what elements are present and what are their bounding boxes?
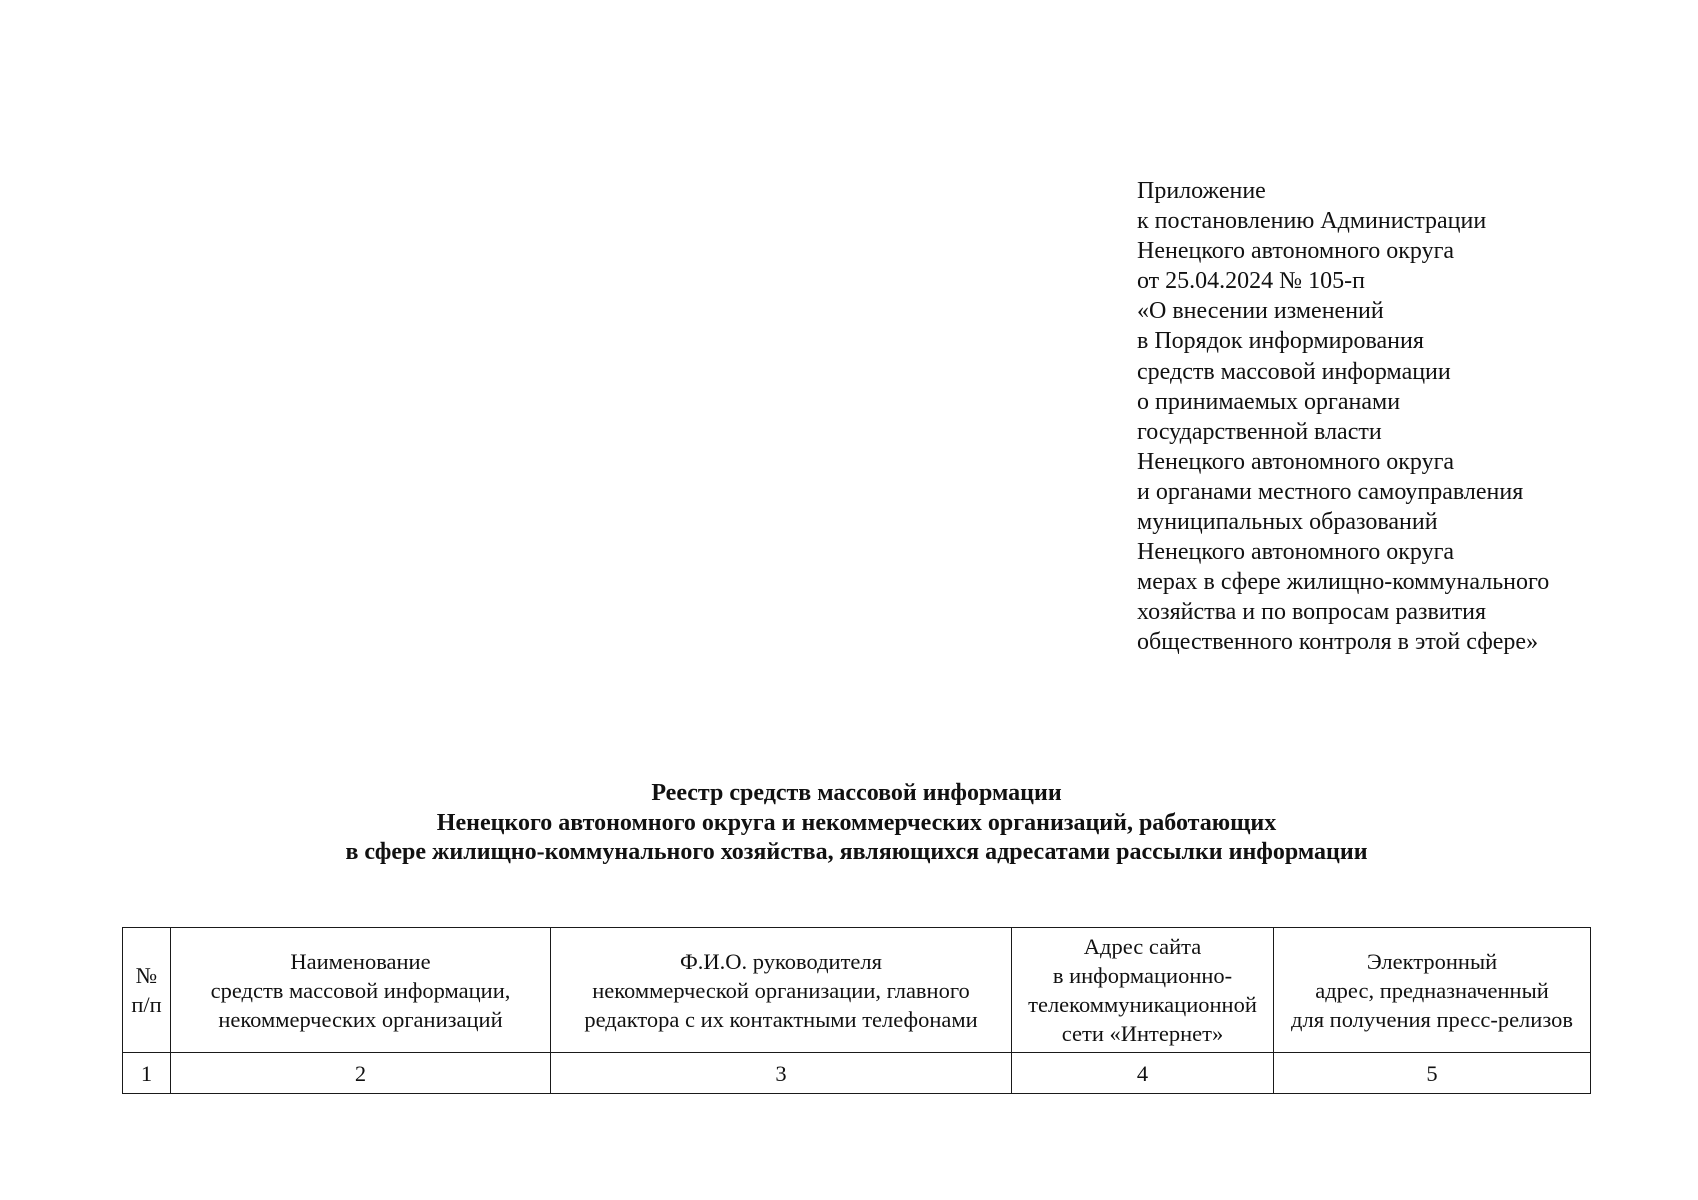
header-line: некоммерческих организаций (218, 1006, 503, 1032)
header-line: редактора с их контактными телефонами (584, 1006, 978, 1032)
annex-line: Ненецкого автономного округа (1137, 539, 1455, 566)
column-number-cell: 4 (1012, 1053, 1274, 1094)
annex-line: общественного контроля в этой сфере» (1137, 629, 1539, 656)
annex-line: и органами местного самоуправления (1137, 478, 1524, 505)
header-cell-email (1274, 928, 1591, 1053)
header-cell-head-name (551, 928, 1012, 1053)
annex-line: Ненецкого автономного округа (1137, 448, 1455, 475)
header-line: сети «Интернет» (1061, 1021, 1224, 1046)
table-row (123, 1053, 1591, 1094)
registry-title (0, 779, 1698, 868)
header-line: № (135, 963, 158, 988)
column-number-cell: 1 (123, 1053, 171, 1094)
header-line: в информационно- (1052, 963, 1233, 988)
column-number-cell: 5 (1274, 1053, 1591, 1094)
title-line: Ненецкого автономного округа и некоммерческих организаций, работающих (436, 809, 1277, 836)
table-header-row (123, 928, 1591, 1053)
header-line: Электронный (1366, 948, 1498, 974)
header-line: для получения пресс-релизов (1291, 1006, 1573, 1032)
registry-table (122, 927, 1591, 1094)
title-line: в сфере жилищно-коммунального хозяйства, являющихся адресатами рассылки информации (345, 839, 1368, 865)
header-line: средств массовой информации, (210, 977, 511, 1003)
annex-line: в Порядок информирования (1137, 328, 1424, 355)
annex-line: «О внесении изменений (1137, 298, 1384, 325)
header-line: телекоммуникационной (1028, 992, 1257, 1017)
annex-line: государственной власти (1137, 418, 1382, 445)
annex-line: средств массовой информации (1137, 358, 1451, 385)
header-line: некоммерческой организации, главного (592, 977, 970, 1003)
annex-line: к постановлению Администрации (1137, 208, 1487, 235)
header-line: Ф.И.О. руководителя (680, 948, 882, 974)
header-cell-media-name (171, 928, 551, 1053)
annex-line: хозяйства и по вопросам развития (1137, 599, 1487, 626)
header-line: адрес, предназначенный (1315, 977, 1549, 1003)
column-number-cell: 3 (551, 1053, 1012, 1094)
annex-line: Ненецкого автономного округа (1137, 238, 1455, 265)
header-line: п/п (131, 992, 162, 1017)
header-cell-number (123, 928, 171, 1053)
title-line: Реестр средств массовой информации (651, 780, 1062, 806)
column-number-cell: 2 (171, 1053, 551, 1094)
annex-line: Приложение (1137, 178, 1266, 204)
annex-line: муниципальных образований (1137, 509, 1438, 536)
header-line: Наименование (290, 948, 431, 974)
annex-line: мерах в сфере жилищно-коммунального (1137, 569, 1550, 596)
header-cell-website (1012, 928, 1274, 1053)
annex-line: от 25.04.2024 № 105-п (1137, 268, 1365, 295)
annex-header (1137, 176, 1657, 658)
header-line: Адрес сайта (1083, 934, 1202, 959)
annex-line: о принимаемых органами (1137, 388, 1401, 415)
